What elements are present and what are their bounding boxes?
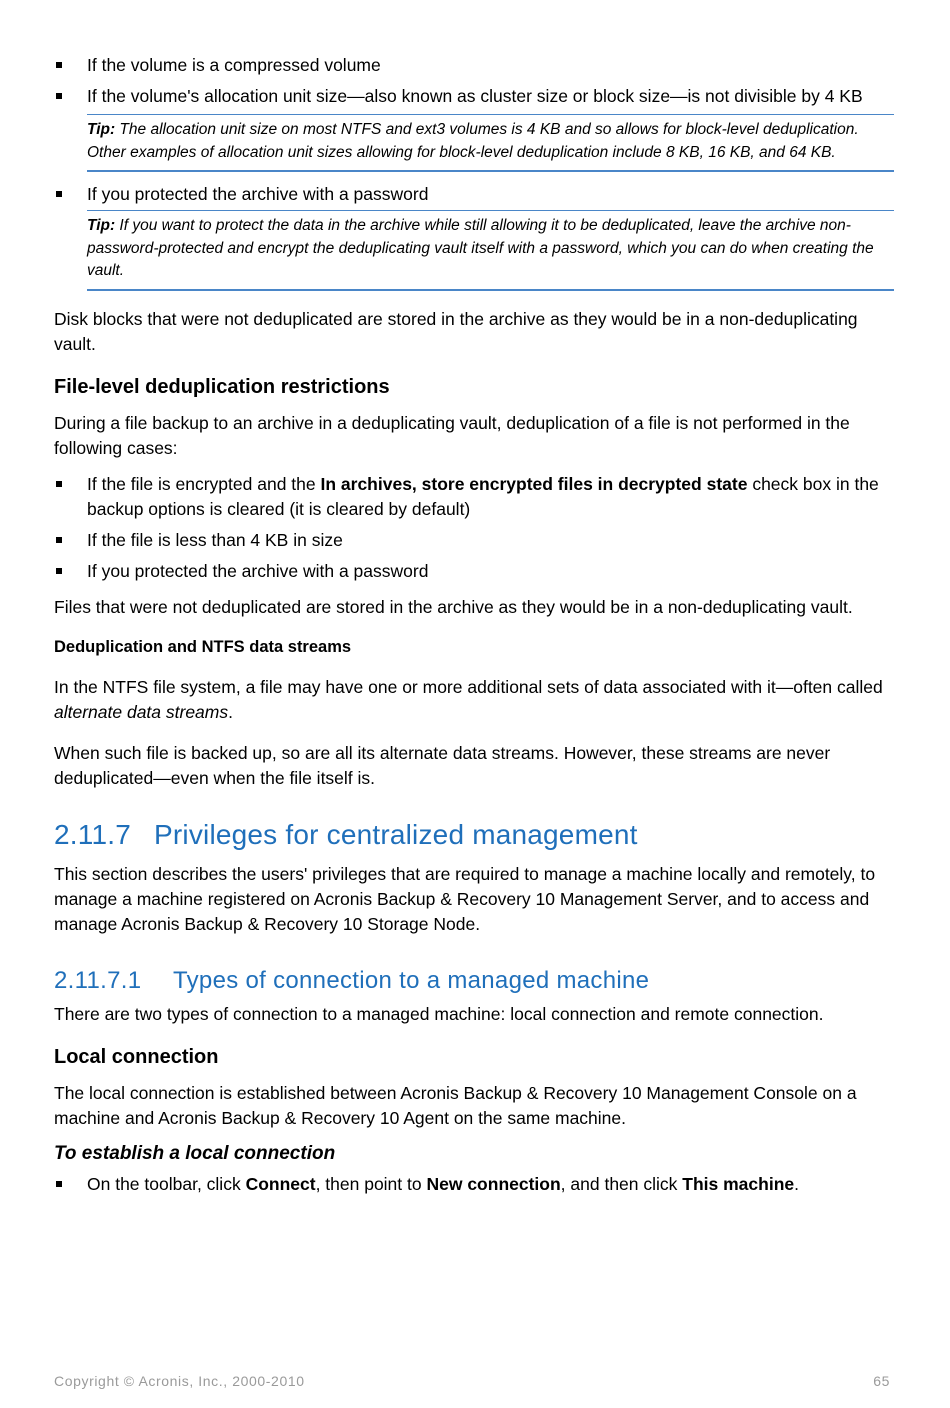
tip-text: If you want to protect the data in the archive while still allowing it to be deduplicated, leave the archive non-password-protected and encrypt the deduplicating vault itself with a password, which you can do when creating the vault. <box>87 217 874 279</box>
list-item: On the toolbar, click Connect, then point to New connection, and then click This machine. <box>54 1172 894 1197</box>
list-item: If you protected the archive with a password <box>54 182 894 207</box>
paragraph: There are two types of connection to a managed machine: local connection and remote connection. <box>54 1003 824 1024</box>
paragraph: During a file backup to an archive in a deduplicating vault, deduplication of a file is not performed in the following cases: <box>54 412 850 458</box>
tip-label: Tip: <box>87 121 116 138</box>
tip-label: Tip: <box>87 217 116 234</box>
paragraph: The local connection is established between Acronis Backup & Recovery 10 Management Console on a machine and Acronis Backup & Recovery 10 Agent on the same machine. <box>54 1082 857 1128</box>
paragraph: In the NTFS file system, a file may have one or more additional sets of data associated with it—often called alternate data streams. <box>54 676 883 722</box>
list-item: If the file is encrypted and the In archives, store encrypted files in decrypted state check box in the backup options is cleared (it is cleared by default) <box>54 472 894 522</box>
paragraph: Disk blocks that were not deduplicated are stored in the archive as they would be in a non-deduplicating vault. <box>54 308 858 354</box>
paragraph: Files that were not deduplicated are stored in the archive as they would be in a non-deduplicating vault. <box>54 596 853 617</box>
list-item: If the volume's allocation unit size—also known as cluster size or block size—is not divisible by 4 KB <box>54 84 894 109</box>
subheading-ntfs: Deduplication and NTFS data streams <box>54 637 352 656</box>
subheading-local: Local connection <box>54 1045 219 1068</box>
list-item: If the file is less than 4 KB in size <box>54 528 894 553</box>
subheading-file-level: File-level deduplication restrictions <box>54 375 390 398</box>
list-item: If you protected the archive with a password <box>54 559 894 584</box>
subsection-heading <box>54 966 894 996</box>
section-heading <box>54 818 894 852</box>
document-page <box>54 50 894 1197</box>
copyright-text: Copyright © Acronis, Inc., 2000-2010 <box>54 1373 305 1389</box>
section-title: Privileges for centralized management <box>154 818 638 850</box>
tip-box <box>87 114 894 172</box>
page-footer <box>54 1373 890 1389</box>
procedure-title: To establish a local connection <box>54 1142 336 1164</box>
page-number: 65 <box>873 1373 890 1389</box>
paragraph: This section describes the users' privileges that are required to manage a machine locally and remotely, to manage a machine registered on Acronis Backup & Recovery 10 Management Server, and to access and manage Acronis Backup & Recovery 10 Storage Node. <box>54 863 876 934</box>
tip-text: The allocation unit size on most NTFS and ext3 volumes is 4 KB and so allows for block-level deduplication. Other examples of allocation unit sizes allowing for block-level deduplication include 8 KB, 16 KB, and 64 KB. <box>87 121 859 161</box>
subsection-title: Types of connection to a managed machine <box>173 966 650 994</box>
subsection-number: 2.11.7.1 <box>54 966 142 994</box>
list-item: If the volume is a compressed volume <box>54 53 894 78</box>
section-number: 2.11.7 <box>54 818 131 850</box>
tip-box <box>87 210 894 291</box>
paragraph: When such file is backed up, so are all its alternate data streams. However, these streams are never deduplicated—even when the file itself is. <box>54 742 831 788</box>
